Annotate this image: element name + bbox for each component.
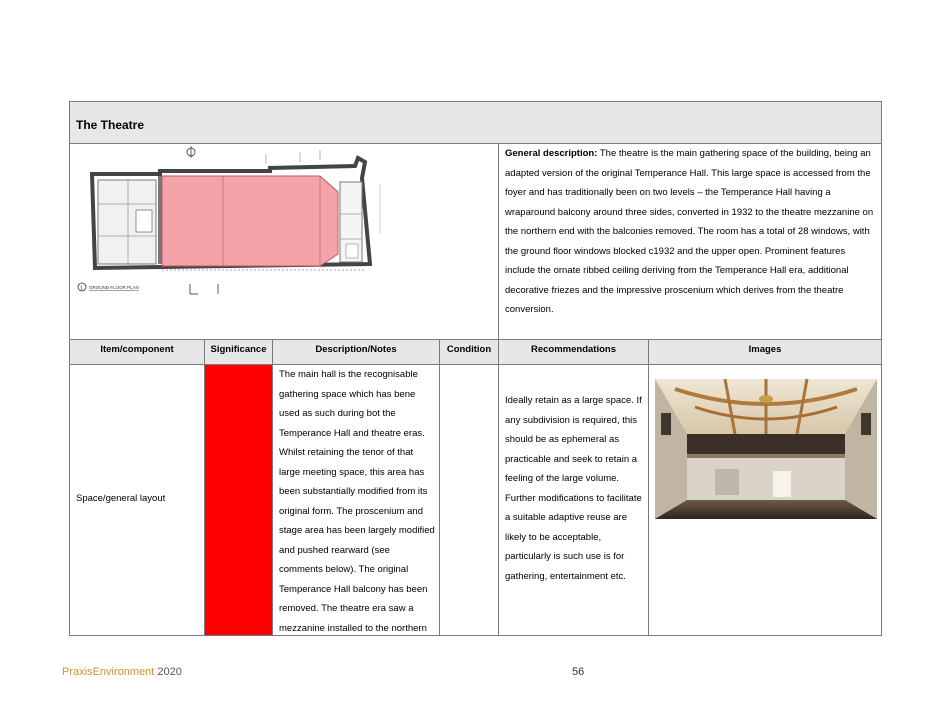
notes-cell bbox=[273, 365, 440, 635]
page-number: 56 bbox=[572, 666, 585, 678]
floor-plan-drawing bbox=[70, 144, 499, 339]
col-condition: Condition bbox=[440, 340, 499, 364]
col-recommendations: Recommendations bbox=[499, 340, 649, 364]
table-row bbox=[70, 365, 881, 635]
recommendations-cell bbox=[499, 365, 649, 635]
notes-text: The main hall is the recognisable gathering space which has bene used as such during bot the Temperance Hall and theatre eras. Whilst retaining the tenor of that large meeting space, this area has been substantially modified from its original form. The proscenium and stage area has been largely modified and pushed rearward (see comments below). The original Temperance Hall balcony has been removed. The theatre era saw a mezzanine installed to the northern bbox=[279, 369, 435, 634]
col-significance: Significance bbox=[205, 340, 273, 364]
brand-environment: Environment bbox=[92, 666, 155, 678]
item-label: Space/general layout bbox=[76, 493, 166, 504]
section-title: The Theatre bbox=[70, 102, 881, 144]
item-cell bbox=[70, 365, 205, 635]
general-description-label: General description: bbox=[505, 148, 598, 159]
footer-brand bbox=[62, 666, 182, 678]
table-header bbox=[70, 339, 881, 365]
plan-marker: 1 bbox=[80, 285, 83, 292]
general-description bbox=[499, 144, 881, 339]
brand-praxis: Praxis bbox=[62, 666, 93, 678]
images-cell bbox=[649, 365, 881, 635]
general-description-text: The theatre is the main gathering space of the building, being an adapted version of the original Temperance Hall. This large space is accessed from the foyer and has traditionally been on two levels – the Temperance Hall having a wraparound balcony around three sides, converted in 1932 to the theatre mezzanine on the northern end with the balconies removed. The room has a total of 28 windows, with the ground floor windows blocked c1932 and the upper open. Prominent features include the ornate ribbed ceiling deriving from the Temperance Hall era, additional decorative friezes and the impressive proscenium which derives from the theatre conversion. bbox=[505, 148, 874, 315]
theatre-interior-photo bbox=[655, 379, 877, 519]
col-description-notes: Description/Notes bbox=[273, 340, 440, 364]
significance-cell bbox=[205, 365, 273, 635]
recommendations-text: Ideally retain as a large space. If any subdivision is required, this should be as ephemeral as practicable and seek to retain a feeling of the large volume. Further modifications to facilitate a suitable adaptive reuse are likely to be acceptable, particularly is such use is for gathering, entertainment etc. bbox=[505, 395, 642, 582]
col-item-component: Item/component bbox=[70, 340, 205, 364]
col-images: Images bbox=[748, 344, 782, 355]
footer-year: 2020 bbox=[157, 666, 182, 678]
condition-cell bbox=[440, 365, 499, 635]
floor-plan-cell bbox=[70, 144, 499, 339]
plan-caption: GROUND FLOOR PLAN bbox=[89, 285, 139, 290]
theatre-table bbox=[69, 101, 882, 636]
